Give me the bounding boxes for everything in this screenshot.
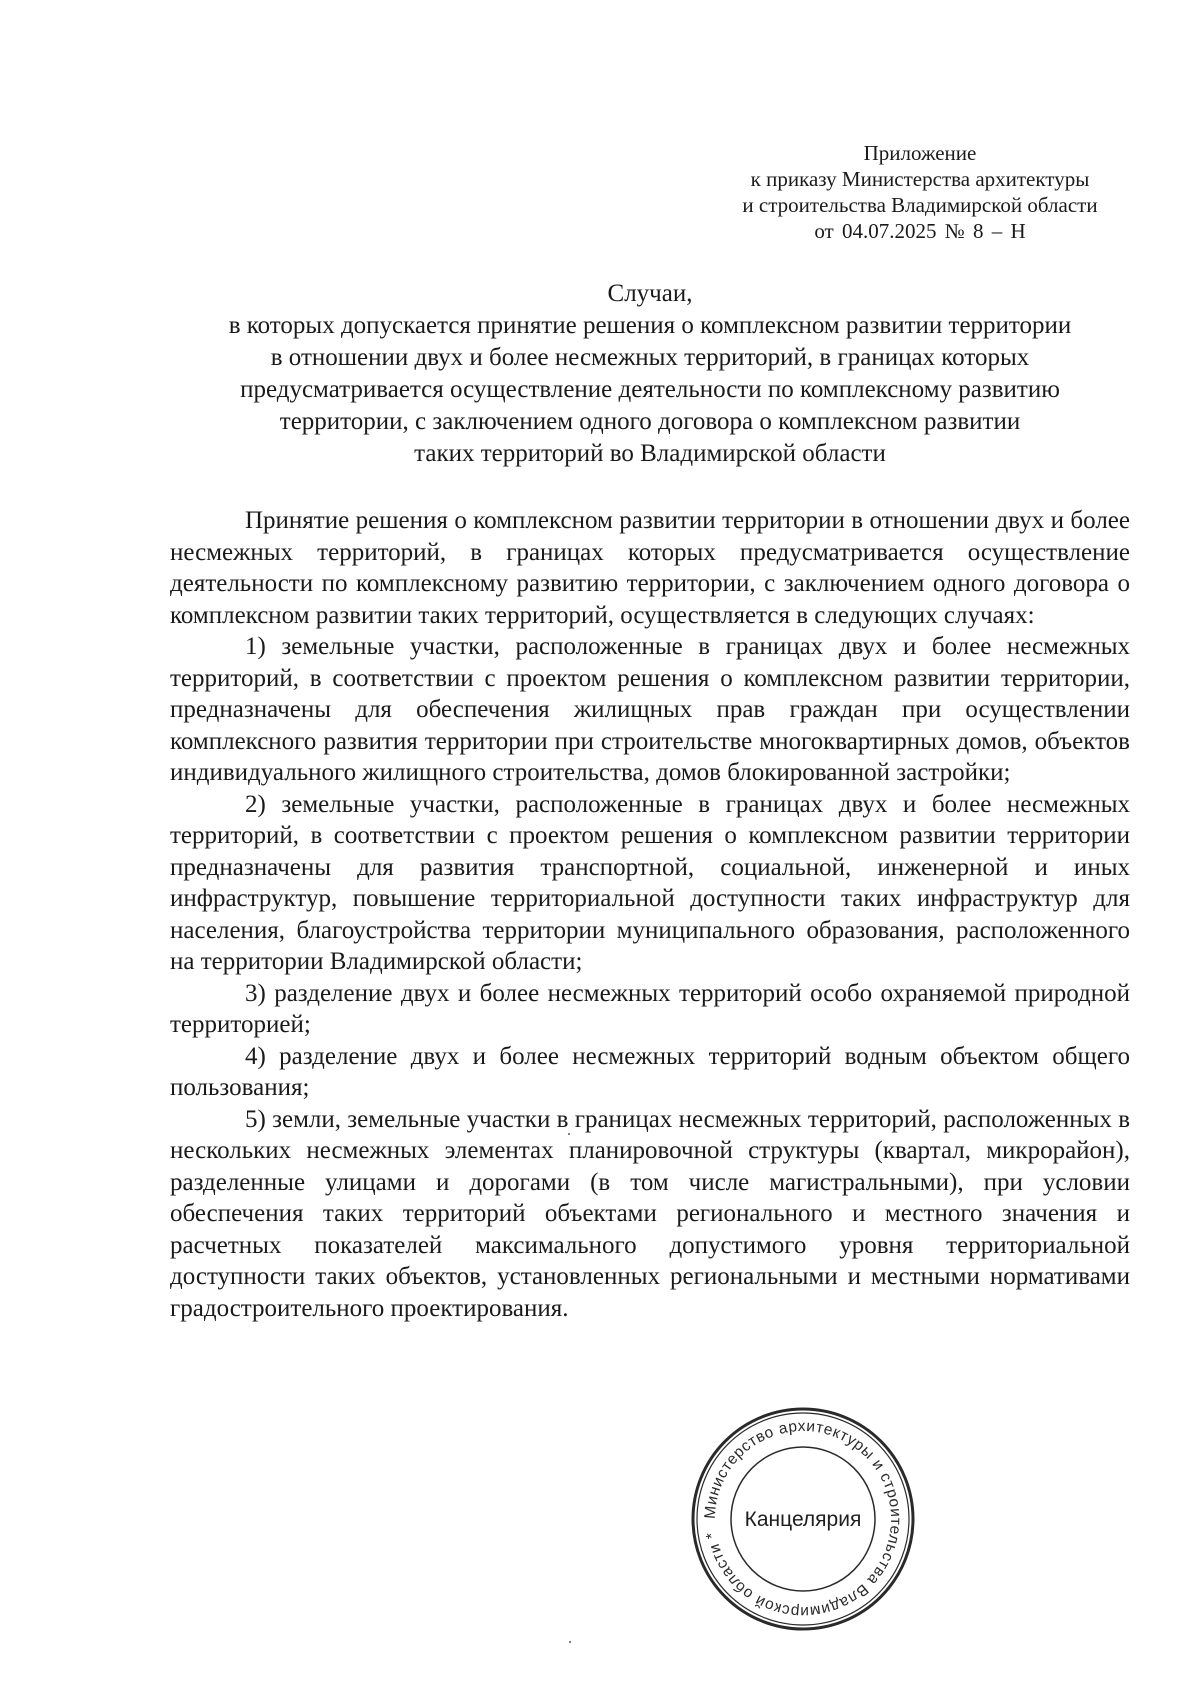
- title-line: территории, с заключением одного договора о комплексном развитии: [279, 408, 1021, 435]
- title-line: в которых допускается принятие решения о комплексном развитии территории: [228, 312, 1072, 339]
- title-line: предусматривается осуществление деятельности по комплексному развитию: [240, 376, 1060, 403]
- case-item-1: 1) земельные участки, расположенные в границах двух и более несмежных территорий, в соответствии с проектом решения о комплексном развитии территории, предназначены для обеспечения жилищных прав граждан при осуществлении комплексного развития территории при строительстве многоквартирных домов, объектов индивидуального жилищного строительства, домов блокированной застройки;: [170, 633, 1130, 786]
- case-item-3: 3) разделение двух и более несмежных территорий особо охраняемой природной территорией;: [170, 979, 1130, 1038]
- document-title: [170, 278, 1130, 470]
- appendix-ministry: и строительства Владимирской области: [742, 193, 1098, 217]
- appendix-order-date-number: от 04.07.2025 № 8 – Н: [814, 219, 1026, 243]
- stamp-seal-icon: [688, 1404, 918, 1634]
- case-item-5: 5) земли, земельные участки в границах несмежных территорий, расположенных в нескольких несмежных элементах планировочной структуры (квартал, микрорайон), разделенные улицами и дорогами (в том числе магистральными), при условии обеспечения таких территорий объектами регионального и местного значения и расчетных показателей максимального допустимого уровня территориальной доступности таких объектов, установленных региональными и местными нормативами градостроительного проектирования.: [170, 1105, 1130, 1322]
- title-heading: Случаи,: [607, 280, 693, 307]
- title-line: таких территорий во Владимирской области: [414, 440, 886, 467]
- stamp-center-text: Канцелярия: [744, 1508, 862, 1531]
- scan-speck: [568, 1133, 570, 1135]
- case-item-2: 2) земельные участки, расположенные в границах двух и более несмежных территорий, в соответствии с проектом решения о комплексном развитии территории предназначены для развития транспортной, социальной, инженерной и иных инфраструктур, повышение территориальной доступности таких инфраструктур для населения, благоустройства территории муниципального образования, расположенного на территории Владимирской области;: [170, 790, 1130, 975]
- appendix-order-ref: к приказу Министерства архитектуры: [750, 167, 1090, 191]
- document-body: [170, 505, 1130, 1324]
- appendix-label: Приложение: [863, 141, 977, 165]
- stamp-ring-text: Министерство архитектуры и строительства Владимирской области *: [701, 1417, 905, 1621]
- appendix-header: [700, 140, 1140, 244]
- office-stamp: [688, 1404, 918, 1634]
- title-line: в отношении двух и более несмежных территорий, в границах которых: [270, 344, 1030, 371]
- intro-paragraph: Принятие решения о комплексном развитии территории в отношении двух и более несмежных территорий, в границах которых предусматривается осуществление деятельности по комплексному развитию территории, с заключением одного договора о комплексном развитии таких территорий, осуществляется в следующих случаях:: [170, 507, 1130, 629]
- scan-speck: [569, 1641, 571, 1643]
- case-item-4: 4) разделение двух и более несмежных территорий водным объектом общего пользования;: [170, 1042, 1130, 1101]
